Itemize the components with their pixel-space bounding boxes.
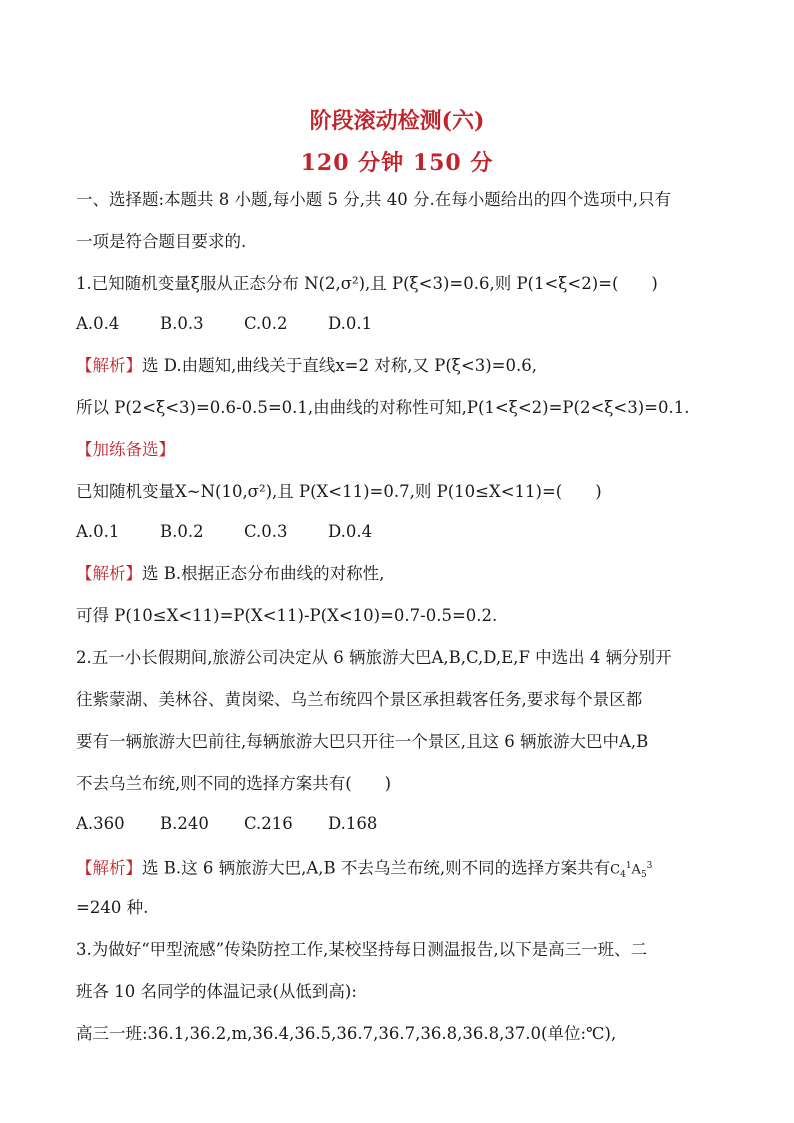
page-subtitle: 120 分钟 150 分 <box>300 150 494 176</box>
question-2-analysis-line2: =240 种. <box>76 898 149 917</box>
question-2-analysis-line1 <box>76 856 652 885</box>
question-1-analysis-line2: 所以 P(2<ξ<3)=0.6-0.5=0.1,由曲线的对称性可知,P(1<ξ<2)=P(2<ξ<3)=0.1. <box>76 398 690 417</box>
option-c: C.0.3 <box>244 522 288 541</box>
analysis-tag: 【解析】 <box>76 858 142 878</box>
question-1-analysis-line1 <box>76 356 537 376</box>
extra-analysis-line2: 可得 P(10≤X<11)=P(X<11)-P(X<10)=0.7-0.5=0.2. <box>76 606 498 625</box>
section-intro-line2: 一项是符合题目要求的. <box>76 232 247 251</box>
question-2-line2: 往紫蒙湖、美林谷、黄岗梁、乌兰布统四个景区承担载客任务,要求每个景区都 <box>76 690 643 709</box>
option-d: D.168 <box>328 814 378 833</box>
option-c: C.216 <box>244 814 293 833</box>
a-sub: 5 <box>640 869 647 880</box>
extra-question-stem: 已知随机变量X~N(10,σ²),且 P(X<11)=0.7,则 P(10≤X<11)=( ) <box>76 482 602 501</box>
question-3-line1: 3.为做好“甲型流感”传染防控工作,某校坚持每日测温报告,以下是高三一班、二 <box>76 940 648 959</box>
option-b: B.0.2 <box>160 522 204 541</box>
question-3-line3: 高三一班:36.1,36.2,m,36.4,36.5,36.7,36.7,36.8,36.8,37.0(单位:℃), <box>76 1024 617 1043</box>
c-sub: 4 <box>620 869 626 880</box>
analysis-tag: 【解析】 <box>76 564 142 583</box>
question-3-line2: 班各 10 名同学的体温记录(从低到高): <box>76 982 357 1001</box>
c-sup: 1 <box>625 861 632 871</box>
option-b: B.240 <box>160 814 209 833</box>
combination-formula: $C_4^1A_5^3$ <box>610 861 653 880</box>
option-c: C.0.2 <box>244 314 288 333</box>
analysis-text: 选 B.根据正态分布曲线的对称性, <box>142 564 385 583</box>
question-1-options <box>76 314 412 334</box>
option-d: D.0.4 <box>328 522 373 541</box>
extra-question-options <box>76 522 412 542</box>
question-2-line1: 2.五一小长假期间,旅游公司决定从 6 辆旅游大巴A,B,C,D,E,F 中选出 4 辆分别开 <box>76 648 672 667</box>
analysis-text: 选 D.由题知,曲线关于直线x=2 对称,又 P(ξ<3)=0.6, <box>142 356 537 375</box>
option-d: D.0.1 <box>328 314 373 333</box>
question-2-options <box>76 814 412 834</box>
option-a: A.0.4 <box>76 314 120 333</box>
question-2-line3: 要有一辆旅游大巴前往,每辆旅游大巴只开往一个景区,且这 6 辆旅游大巴中A,B <box>76 732 649 751</box>
a-sup: 3 <box>646 861 653 871</box>
section-intro-line1: 一、选择题:本题共 8 小题,每小题 5 分,共 40 分.在每小题给出的四个选项中,只有 <box>76 190 671 209</box>
option-b: B.0.3 <box>160 314 204 333</box>
extra-analysis-line1 <box>76 564 384 584</box>
question-1-stem: 1.已知随机变量ξ服从正态分布 N(2,σ²),且 P(ξ<3)=0.6,则 P(1<ξ<2)=( ) <box>76 274 658 293</box>
analysis-tag: 【解析】 <box>76 356 142 375</box>
page-title: 阶段滚动检测(六) <box>309 108 485 134</box>
extra-practice-tag: 【加练备选】 <box>76 440 175 459</box>
option-a: A.360 <box>76 814 125 833</box>
question-2-line4: 不去乌兰布统,则不同的选择方案共有( ) <box>76 774 392 793</box>
option-a: A.0.1 <box>76 522 120 541</box>
analysis-text: 选 B.这 6 辆旅游大巴,A,B 不去乌兰布统,则不同的选择方案共有 <box>142 858 611 878</box>
